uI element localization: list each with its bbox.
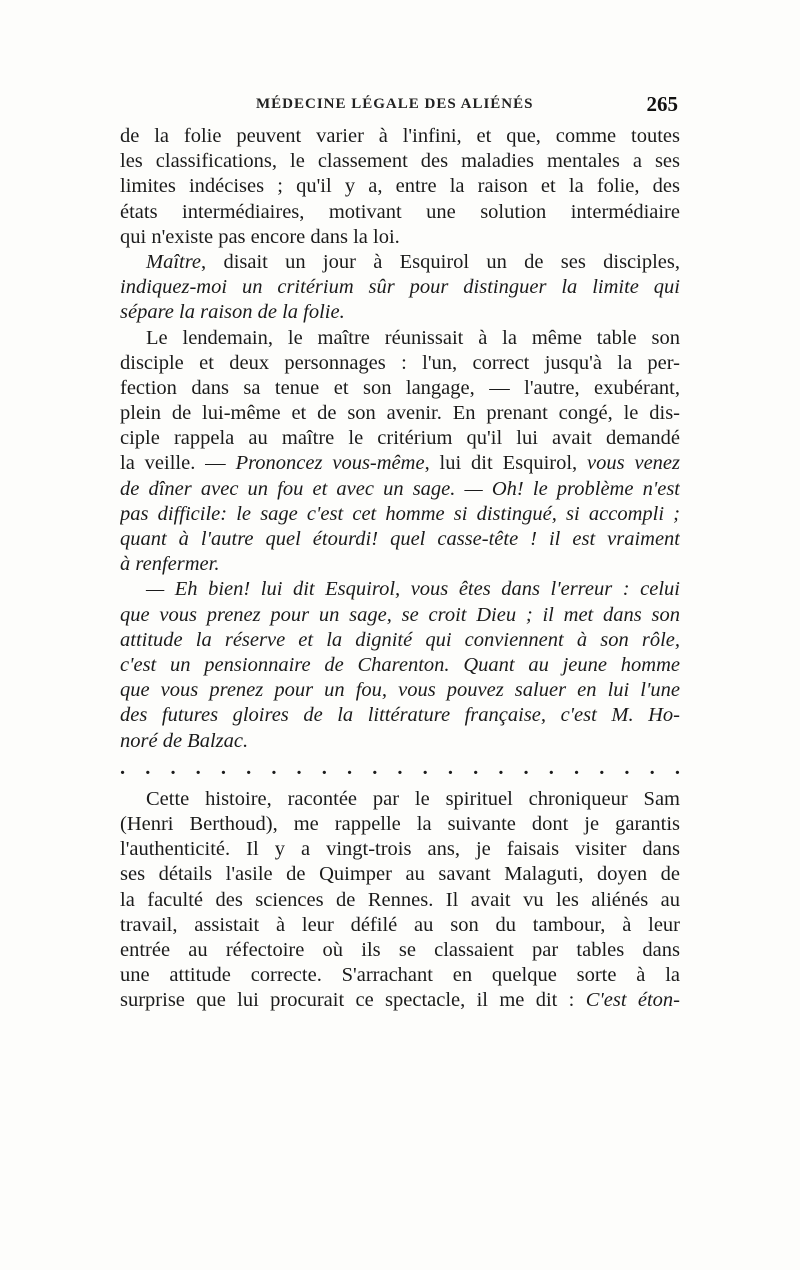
- text-line: [120, 477, 680, 502]
- text-line: [120, 837, 680, 862]
- italic-run: c'est un pensionnaire de Charenton. Quant au jeune homme: [120, 653, 680, 676]
- text-line: [120, 628, 680, 653]
- text-line: [120, 124, 680, 149]
- text-line: [120, 577, 680, 602]
- text-line: [120, 200, 680, 225]
- italic-run: quant à l'autre quel étourdi! quel casse-tête ! il est vraiment: [120, 528, 680, 550]
- text-run: Cette histoire, racontée par le spirituel chroniqueur Sam: [146, 787, 680, 810]
- text-line: [120, 938, 680, 963]
- text-run: disciple et deux personnages : l'un, correct jusqu'à la per-: [120, 351, 680, 374]
- text-line: [120, 426, 680, 451]
- paragraph-block-esquirol: [120, 124, 680, 754]
- text-line: [120, 527, 680, 552]
- text-line: [120, 225, 680, 250]
- text-run: l'authenticité. Il y a vingt-trois ans, je faisais visiter dans: [120, 838, 680, 861]
- italic-run: Maître: [146, 250, 202, 273]
- text-run: de la folie peuvent varier à l'infini, et que, comme toutes: [120, 125, 680, 147]
- text-run: ses détails l'asile de Quimper au savant Malaguti, doyen de: [120, 863, 680, 886]
- text-run: états intermédiaires, motivant une solution intermédiaire: [120, 200, 680, 223]
- text-line: [120, 376, 680, 401]
- italic-run: sépare la raison de la folie.: [120, 301, 345, 324]
- text-line: [120, 988, 680, 1013]
- text-run: qui n'existe pas encore dans la loi.: [120, 225, 400, 248]
- italic-run: de dîner avec un fou et avec un sage. — Oh! le problème n'est: [120, 477, 680, 500]
- text-run: travail, assistait à leur défilé au son du tambour, à leur: [120, 913, 680, 936]
- italic-run: attitude la réserve et la dignité qui conviennent à son rôle,: [120, 628, 680, 651]
- text-line: [120, 275, 680, 300]
- italic-run: indiquez-moi un critérium sûr pour distinguer la limite qui: [120, 276, 680, 299]
- text-line: [120, 502, 680, 527]
- paragraph-block-quimper: [120, 787, 680, 1014]
- italic-run: des futures gloires de la littérature française, c'est M. Ho-: [120, 704, 680, 727]
- text-run: entrée au réfectoire où ils se classaient par tables dans: [120, 939, 680, 961]
- text-line: [120, 812, 680, 837]
- text-line: [120, 888, 680, 913]
- italic-run: C'est éton-: [585, 989, 680, 1012]
- text-line: [120, 300, 680, 325]
- text-line: [120, 451, 680, 476]
- text-line: [120, 729, 680, 754]
- text-run: une attitude correcte. S'arrachant en quelque sorte à la: [120, 964, 680, 987]
- text-line: [120, 149, 680, 174]
- text-line: [120, 862, 680, 887]
- text-line: [120, 250, 680, 275]
- italic-run: pas difficile: le sage c'est cet homme si distingué, si accompli ;: [120, 502, 680, 525]
- text-line: [120, 963, 680, 988]
- italic-run: à renfermer.: [120, 553, 220, 576]
- text-run: , lui dit Esquirol,: [424, 452, 588, 475]
- ellipsis-separator: . . . . . . . . . . . . . . . . . . . . . . .: [120, 756, 680, 779]
- text-run: ciple rappela au maître le critérium qu'il lui avait demandé: [120, 427, 680, 450]
- text-run: les classifications, le classement des maladies mentales a ses: [120, 150, 680, 173]
- page-number: 265: [646, 92, 678, 116]
- text-run: la veille. —: [120, 452, 236, 475]
- text-run: la faculté des sciences de Rennes. Il avait vu les aliénés au: [120, 888, 680, 911]
- text-line: [120, 787, 680, 812]
- text-run: limites indécises ; qu'il y a, entre la raison et la folie, des: [120, 175, 680, 198]
- text-run: plein de lui-même et de son avenir. En prenant congé, le dis-: [120, 402, 680, 425]
- italic-run: que vous prenez pour un sage, se croit Dieu ; il met dans son: [120, 603, 680, 626]
- italic-run: — Eh bien! lui dit Esquirol, vous êtes dans l'erreur : celui: [146, 578, 680, 601]
- text-line: [120, 401, 680, 426]
- running-head: MÉDECINE LÉGALE DES ALIÉNÉS: [256, 96, 534, 112]
- text-run: surprise que lui procurait ce spectacle, il me dit :: [120, 989, 586, 1012]
- text-line: [120, 913, 680, 938]
- text-line: [120, 552, 680, 577]
- text-run: , disait un jour à Esquirol un de ses disciples,: [201, 250, 680, 273]
- text-line: [120, 326, 680, 351]
- text-line: [120, 678, 680, 703]
- text-line: [120, 174, 680, 199]
- italic-run: que vous prenez pour un fou, vous pouvez saluer en lui l'une: [120, 679, 680, 702]
- italic-run: Prononcez vous-même: [235, 452, 425, 475]
- body-text: [120, 124, 680, 1014]
- text-line: [120, 653, 680, 678]
- italic-run: noré de Balzac.: [120, 729, 249, 752]
- text-run: Le lendemain, le maître réunissait à la même table son: [146, 326, 680, 349]
- italic-run: vous venez: [587, 452, 680, 475]
- text-line: [120, 351, 680, 376]
- page-header: [118, 92, 678, 122]
- text-run: fection dans sa tenue et son langage, — l'autre, exubérant,: [120, 376, 680, 399]
- text-line: [120, 603, 680, 628]
- text-line: [120, 703, 680, 728]
- text-run: (Henri Berthoud), me rappelle la suivante dont je garantis: [120, 813, 680, 836]
